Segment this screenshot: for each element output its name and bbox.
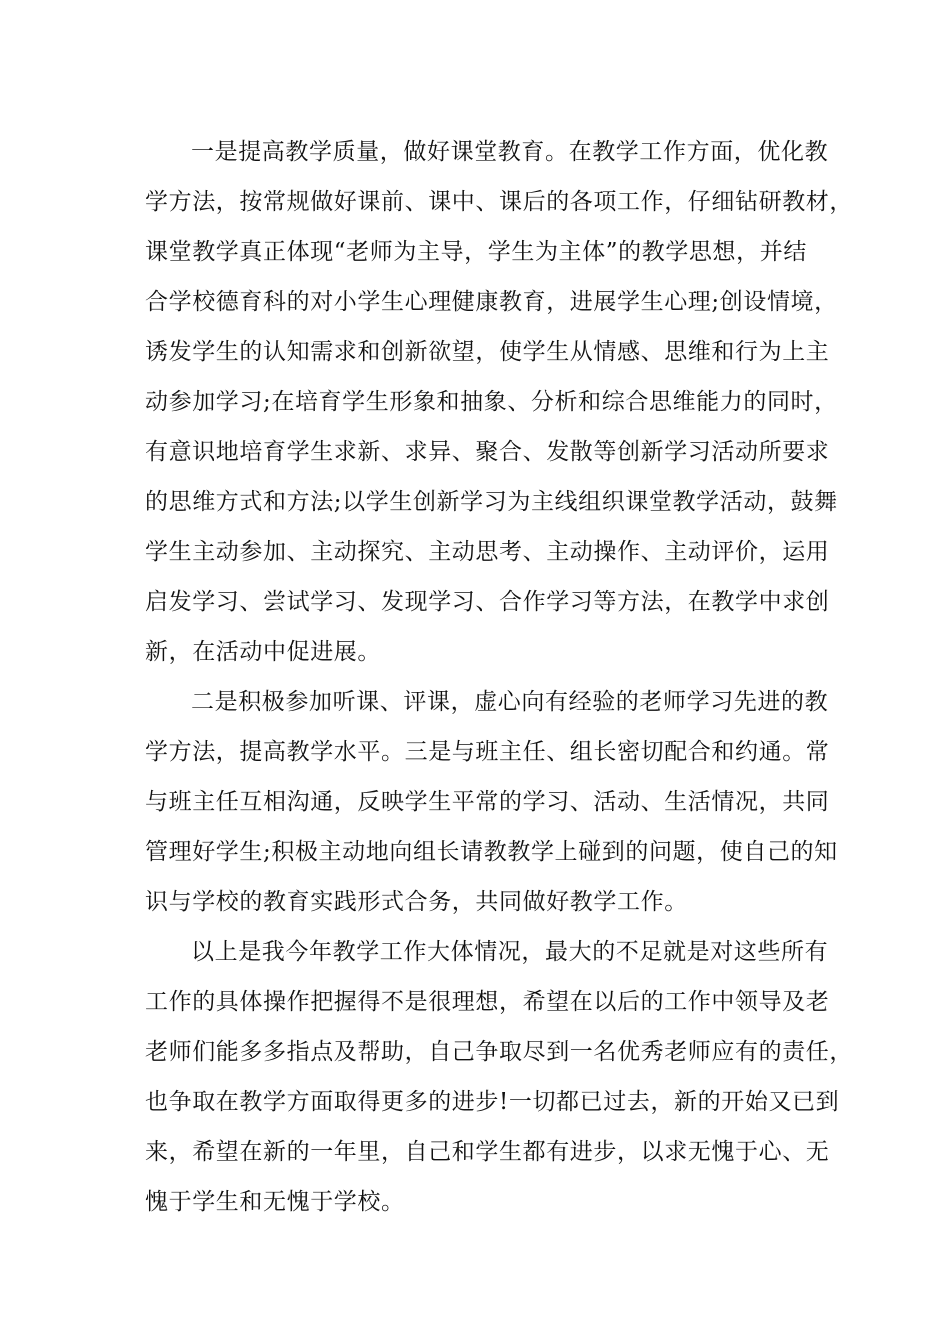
text-line: 新，在活动中促进展。	[145, 639, 381, 665]
text-line: 学生主动参加、主动探究、主动思考、主动操作、主动评价，运用	[145, 539, 830, 565]
text-line: 一是提高教学质量，做好课堂教育。在教学工作方面，优化教	[191, 139, 829, 165]
text-line: 愧于学生和无愧于学校。	[145, 1189, 405, 1215]
text-line: 启发学习、尝试学习、发现学习、合作学习等方法，在教学中求创	[145, 589, 830, 615]
paragraph-1	[145, 127, 853, 677]
text-line: 合学校德育科的对小学生心理健康教育，进展学生心理;创设情境，	[145, 289, 838, 315]
text-line: 的思维方式和方法;以学生创新学习为主线组织课堂教学活动，鼓舞	[145, 489, 838, 515]
text-line: 有意识地培育学生求新、求异、聚合、发散等创新学习活动所要求	[145, 439, 830, 465]
document-body	[145, 127, 853, 1227]
text-line: 学方法，提高教学水平。三是与班主任、组长密切配合和约通。常	[145, 739, 830, 765]
text-line: 动参加学习;在培育学生形象和抽象、分析和综合思维能力的同时，	[145, 389, 838, 415]
text-line: 管理好学生;积极主动地向组长请教教学上碰到的问题，使自己的知	[145, 839, 838, 865]
paragraph-3	[145, 927, 853, 1227]
text-line: 二是积极参加听课、评课，虚心向有经验的老师学习先进的教	[191, 689, 829, 715]
text-line: 也争取在教学方面取得更多的进步!一切都已过去，新的开始又已到	[145, 1089, 840, 1115]
text-line: 以上是我今年教学工作大体情况，最大的不足就是对这些所有	[191, 939, 829, 965]
text-line: 学方法，按常规做好课前、课中、课后的各项工作，仔细钻研教材，	[145, 189, 853, 215]
text-line: 来，希望在新的一年里，自己和学生都有进步，以求无愧于心、无	[145, 1139, 830, 1165]
text-line: 工作的具体操作把握得不是很理想，希望在以后的工作中领导及老	[145, 989, 830, 1015]
text-line: 老师们能多多指点及帮助，自己争取尽到一名优秀老师应有的责任，	[145, 1039, 853, 1065]
text-line: 识与学校的教育实践形式合务，共同做好教学工作。	[145, 889, 688, 915]
paragraph-2	[145, 677, 838, 927]
text-line: 与班主任互相沟通，反映学生平常的学习、活动、生活情况，共同	[145, 789, 830, 815]
text-line: 诱发学生的认知需求和创新欲望，使学生从情感、思维和行为上主	[145, 339, 830, 365]
text-line: 课堂教学真正体现“老师为主导，学生为主体”的教学思想，并结	[145, 239, 807, 265]
